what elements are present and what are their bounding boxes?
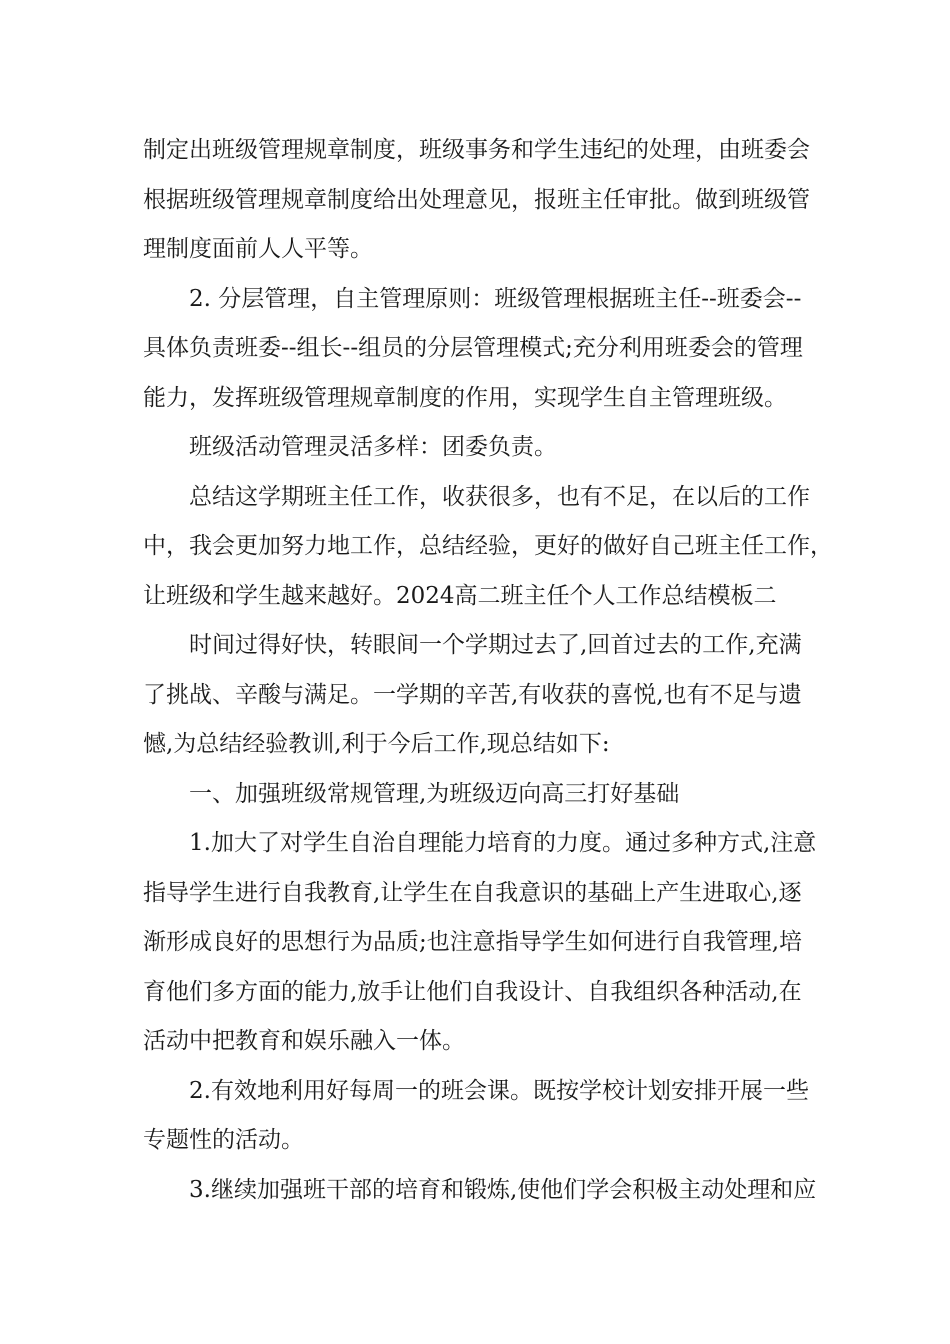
text-line: 让班级和学生越来越好。2024高二班主任个人工作总结模板二 [143,582,777,609]
text-line: 总结这学期班主任工作，收获很多，也有不足，在以后的工作 [143,483,810,510]
text-line: 能力，发挥班级管理规章制度的作用，实现学生自主管理班级。 [143,384,787,411]
text-line: 3.继续加强班干部的培育和锻炼,使他们学会积极主动处理和应 [143,1176,817,1203]
text-line: 2. 分层管理，自主管理原则：班级管理根据班主任--班委会-- [143,285,802,312]
text-line: 时间过得好快，转眼间一个学期过去了,回首过去的工作,充满 [143,632,802,658]
text-line: 1.加大了对学生自治自理能力培育的力度。通过多种方式,注意 [143,830,817,856]
text-line: 中，我会更加努力地工作，总结经验，更好的做好自己班主任工作， [143,533,833,559]
text-line: 指导学生进行自我教育,让学生在自我意识的基础上产生进取心,逐 [143,879,802,906]
text-line: 班级活动管理灵活多样：团委负责。 [143,434,557,460]
text-line: 活动中把教育和娱乐融入一体。 [143,1028,465,1054]
document-body [143,126,833,1215]
text-line: 专题性的活动。 [143,1127,304,1153]
text-line: 渐形成良好的思想行为品质;也注意指导学生如何进行自我管理,培 [143,929,803,955]
text-line: 制定出班级管理规章制度，班级事务和学生违纪的处理，由班委会 [143,137,810,163]
text-line: 育他们多方面的能力,放手让他们自我设计、自我组织各种活动,在 [143,978,802,1005]
text-line: 了挑战、辛酸与满足。一学期的辛苦,有收获的喜悦,也有不足与遗 [143,681,802,708]
text-line: 一、加强班级常规管理,为班级迈向高三打好基础 [143,780,680,807]
text-line: 憾,为总结经验教训,利于今后工作,现总结如下: [143,731,610,757]
text-line: 理制度面前人人平等。 [143,236,373,262]
text-line: 根据班级管理规章制度给出处理意见，报班主任审批。做到班级管 [143,186,810,213]
text-line: 2.有效地利用好每周一的班会课。既按学校计划安排开展一些 [143,1077,809,1104]
text-line: 具体负责班委--组长--组员的分层管理模式;充分利用班委会的管理 [143,335,803,361]
